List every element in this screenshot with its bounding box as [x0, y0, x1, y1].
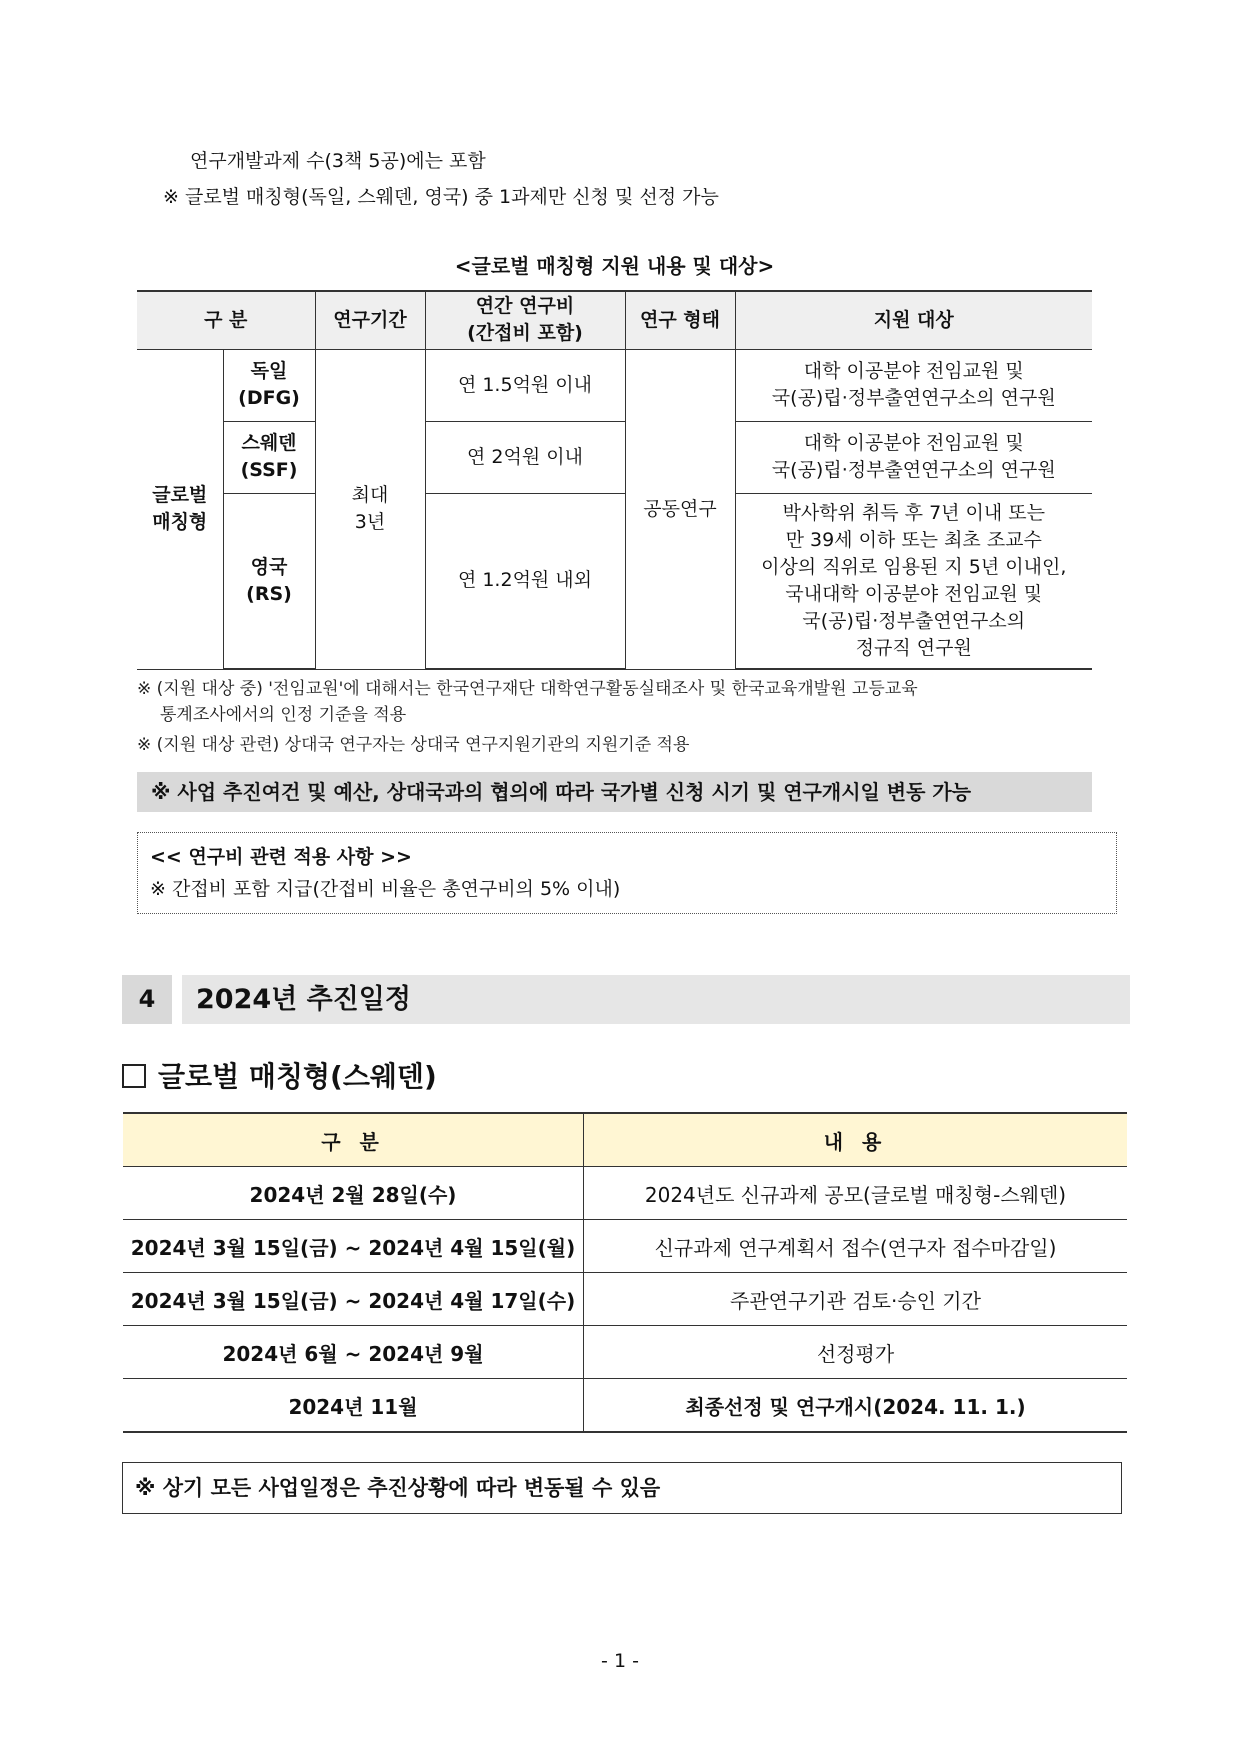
target-cell: 대학 이공분야 전임교원 및 국(공)립·정부출연연구소의 연구원 [735, 421, 1092, 493]
table-row [123, 1273, 1127, 1326]
intro-line-1: 연구개발과제 수(3책 5공)에는 포함 [190, 150, 486, 172]
schedule-header-category: 구 분 [123, 1113, 584, 1167]
subsection-title: 글로벌 매칭형(스웨덴) [158, 1060, 437, 1093]
support-table [137, 290, 1092, 670]
schedule-date: 2024년 11월 [123, 1379, 584, 1433]
checkbox-icon [122, 1064, 146, 1088]
schedule-date: 2024년 6월 ~ 2024년 9월 [123, 1326, 584, 1379]
budget-rules-item: ※ 간접비 포함 지급(간접비 비율은 총연구비의 5% 이내) [150, 878, 621, 900]
final-note: ※ 상기 모든 사업일정은 추진상황에 따라 변동될 수 있음 [122, 1462, 1122, 1514]
support-table-caption: <글로벌 매칭형 지원 내용 및 대상> [454, 254, 775, 278]
group-cell: 글로벌 매칭형 [137, 349, 223, 669]
table-row [123, 1326, 1127, 1379]
country-cell: 영국 (RS) [223, 493, 315, 669]
header-type: 연구 형태 [625, 291, 735, 349]
target-cell: 박사학위 취득 후 7년 이내 또는 만 39세 이하 또는 최초 조교수 이상의 직위로 임용된 지 5년 이내인, 국내대학 이공분야 전임교원 및 국(공)립·정부출연연구소의 정규직 연구원 [735, 493, 1092, 669]
schedule-content: 2024년도 신규과제 공모(글로벌 매칭형-스웨덴) [584, 1167, 1128, 1220]
budget-rules-title: << 연구비 관련 적용 사항 >> [150, 846, 412, 868]
schedule-date: 2024년 3월 15일(금) ~ 2024년 4월 15일(월) [123, 1220, 584, 1273]
header-budget-line2: (간접비 포함) [467, 322, 583, 345]
budget-rules-box [137, 832, 1117, 914]
note-1-line-1: ※ (지원 대상 중) '전임교원'에 대해서는 한국연구재단 대학연구활동실태조사 및 한국교육개발원 고등교육 [137, 679, 918, 699]
highlight-note: ※ 사업 추진여건 및 예산, 상대국과의 협의에 따라 국가별 신청 시기 및 연구개시일 변동 가능 [137, 772, 1092, 812]
country-cell: 스웨덴 (SSF) [223, 421, 315, 493]
note-1-line-2: 통계조사에서의 인정 기준을 적용 [160, 705, 407, 725]
schedule-date: 2024년 3월 15일(금) ~ 2024년 4월 17일(수) [123, 1273, 584, 1326]
table-row [123, 1167, 1127, 1220]
budget-cell: 연 2억원 이내 [425, 421, 625, 493]
note-2: ※ (지원 대상 관련) 상대국 연구자는 상대국 연구지원기관의 지원기준 적용 [137, 735, 690, 755]
schedule-content: 신규과제 연구계획서 접수(연구자 접수마감일) [584, 1220, 1128, 1273]
schedule-content: 선정평가 [584, 1326, 1128, 1379]
target-cell: 대학 이공분야 전임교원 및 국(공)립·정부출연연구소의 연구원 [735, 349, 1092, 421]
table-row [123, 1220, 1127, 1273]
table-row [123, 1379, 1127, 1433]
country-cell: 독일 (DFG) [223, 349, 315, 421]
header-budget [425, 291, 625, 349]
schedule-table [123, 1112, 1127, 1433]
header-category: 구 분 [137, 291, 315, 349]
subsection-heading [122, 1055, 437, 1095]
header-target: 지원 대상 [735, 291, 1092, 349]
page-number: - 1 - [601, 1650, 639, 1672]
schedule-content: 최종선정 및 연구개시(2024. 11. 1.) [584, 1379, 1128, 1433]
type-cell: 공동연구 [625, 349, 735, 669]
budget-cell: 연 1.5억원 이내 [425, 349, 625, 421]
section-title: 2024년 추진일정 [182, 975, 1130, 1024]
schedule-date: 2024년 2월 28일(수) [123, 1167, 584, 1220]
intro-line-2: ※ 글로벌 매칭형(독일, 스웨덴, 영국) 중 1과제만 신청 및 선정 가능 [163, 186, 719, 208]
header-period: 연구기간 [315, 291, 425, 349]
budget-cell: 연 1.2억원 내외 [425, 493, 625, 669]
schedule-content: 주관연구기관 검토·승인 기간 [584, 1273, 1128, 1326]
section-number: 4 [122, 975, 172, 1024]
header-budget-line1: 연간 연구비 [475, 295, 575, 318]
schedule-header-content: 내 용 [584, 1113, 1128, 1167]
period-cell: 최대 3년 [315, 349, 425, 669]
